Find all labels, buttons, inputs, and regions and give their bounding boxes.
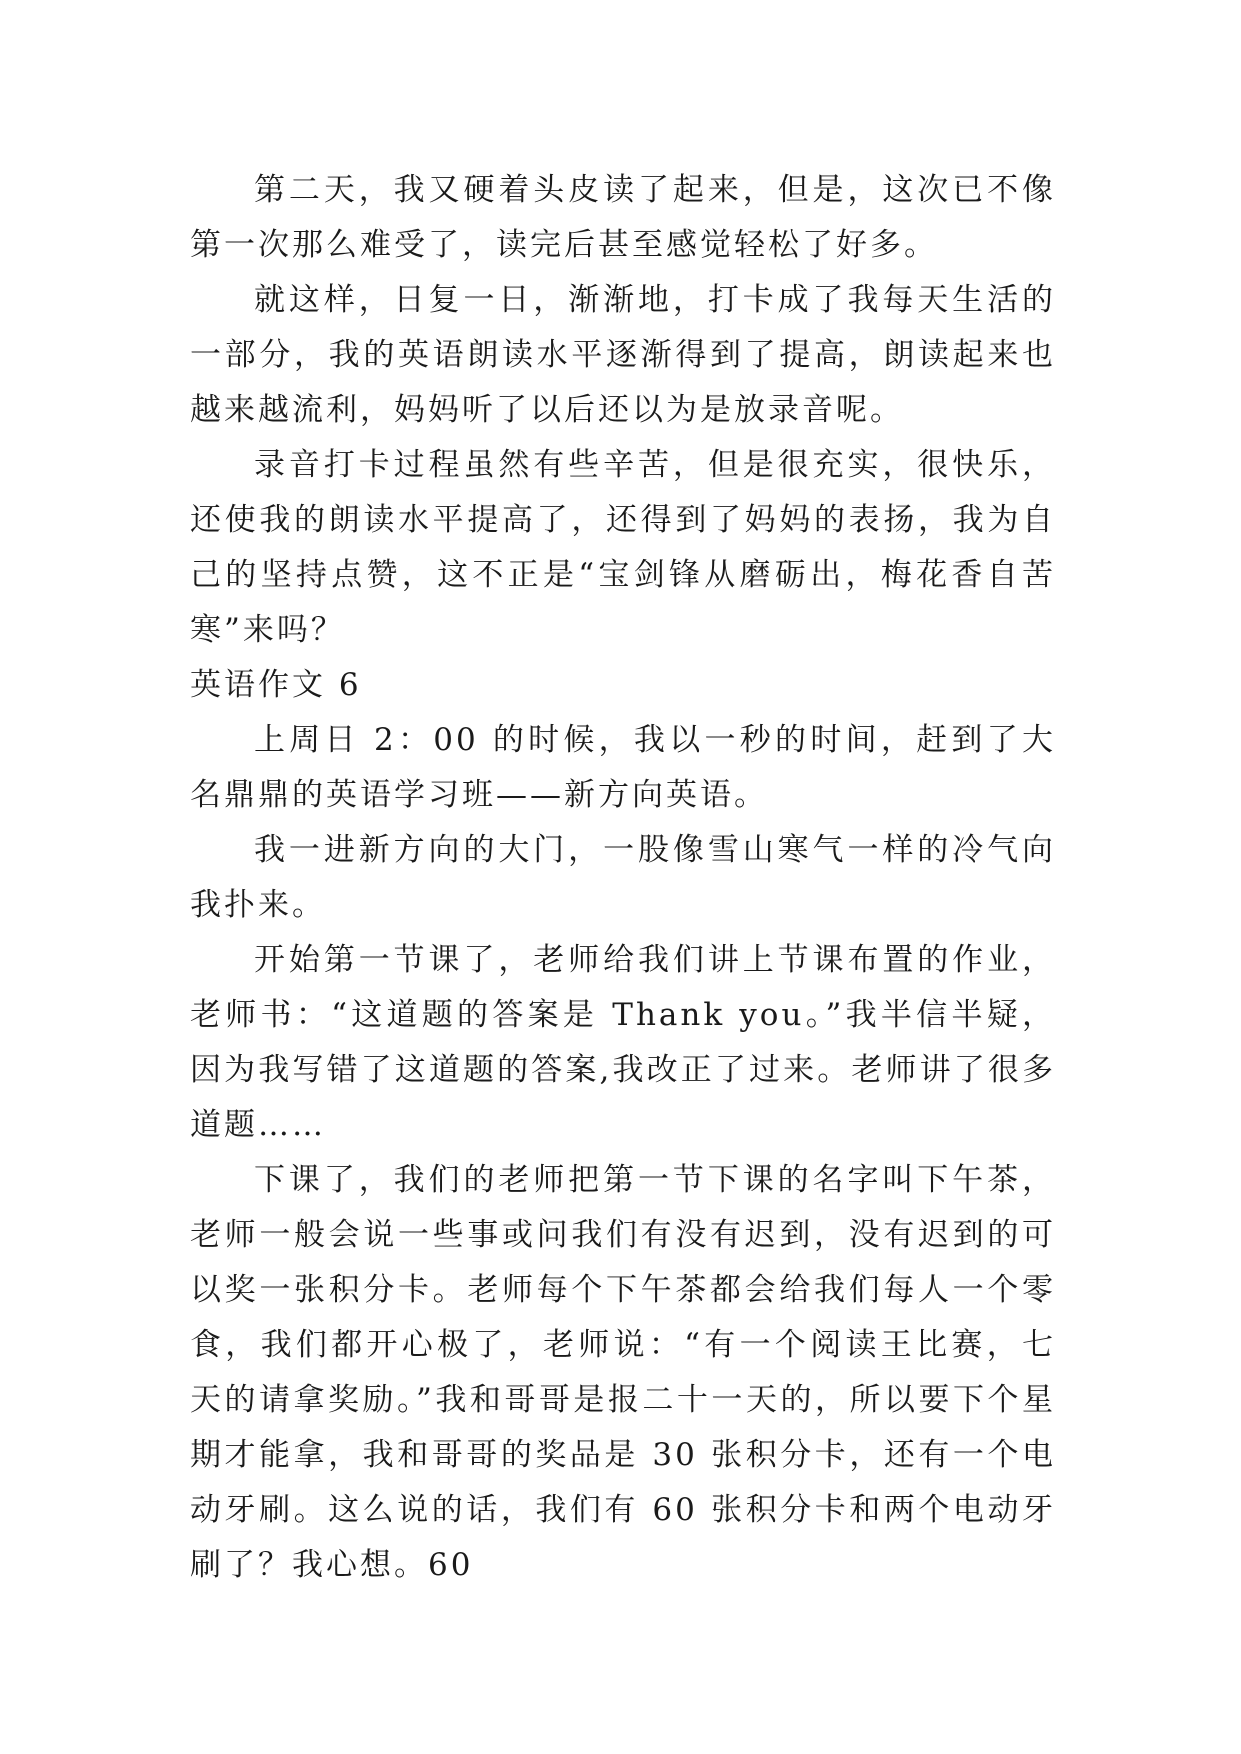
paragraph-reflection: 录音打卡过程虽然有些辛苦，但是很充实，很快乐，还使我的朗读水平提高了，还得到了妈妈的表扬，我为自己的坚持点赞，这不正是“宝剑锋从磨砺出，梅花香自苦寒”来吗？ [190,447,1056,648]
paragraph-day-two: 第二天，我又硬着头皮读了起来，但是，这次已不像第一次那么难受了，读完后甚至感觉轻松了好多。 [190,172,1056,263]
paragraph-arrival: 上周日 2：00 的时候，我以一秒的时间，赶到了大名鼎鼎的英语学习班——新方向英语。 [190,722,1056,813]
document-body [190,163,1056,1593]
essay-heading: 英语作文 6 [190,667,362,703]
paragraph-daily-checkin: 就这样，日复一日，渐渐地，打卡成了我每天生活的一部分，我的英语朗读水平逐渐得到了提高，朗读起来也越来越流利，妈妈听了以后还以为是放录音呢。 [190,282,1056,428]
paragraph-first-lesson: 开始第一节课了，老师给我们讲上节课布置的作业，老师书：“这道题的答案是 Thank you。”我半信半疑，因为我写错了这道题的答案,我改正了过来。老师讲了很多道题…… [190,942,1056,1143]
paragraph-entrance: 我一进新方向的大门，一股像雪山寒气一样的冷气向我扑来。 [190,832,1056,923]
paragraph-afternoon-tea: 下课了，我们的老师把第一节下课的名字叫下午茶，老师一般会说一些事或问我们有没有迟到，没有迟到的可以奖一张积分卡。老师每个下午茶都会给我们每人一个零食，我们都开心极了，老师说：“有一个阅读王比赛，七天的请拿奖励。”我和哥哥是报二十一天的，所以要下个星期才能拿，我和哥哥的奖品是 30 张积分卡，还有一个电动牙刷。这么说的话，我们有 60 张积分卡和两个电动牙刷了？我心想。60 [190,1162,1056,1583]
